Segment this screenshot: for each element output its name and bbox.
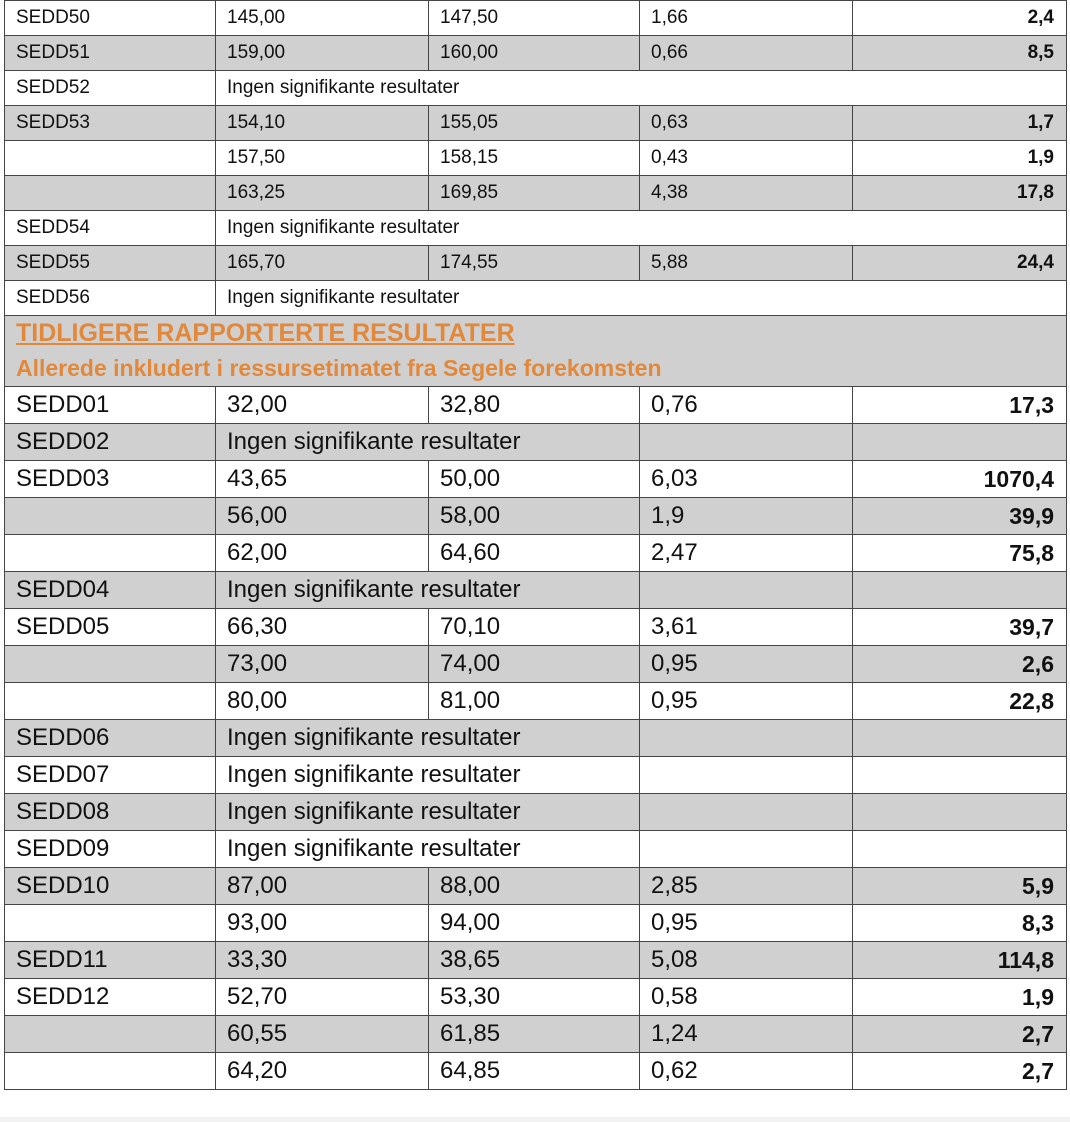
table-row [5,572,1067,609]
length-cell: 0,95 [640,905,853,942]
grade-value-cell: 75,8 [853,535,1067,572]
to-depth-cell: 32,80 [429,387,640,424]
from-depth-cell: 64,20 [216,1053,429,1090]
grade-value-cell: 2,6 [853,646,1067,683]
empty-cell [640,794,853,831]
empty-cell [640,572,853,609]
empty-cell [853,794,1067,831]
hole-id-cell: SEDD51 [5,36,216,71]
grade-value-cell: 8,5 [853,36,1067,71]
table-row [5,461,1067,498]
empty-cell [853,831,1067,868]
table-row [5,757,1067,794]
from-depth-cell: 87,00 [216,868,429,905]
length-cell: 0,95 [640,646,853,683]
from-depth-cell: 154,10 [216,106,429,141]
from-depth-cell: 145,00 [216,1,429,36]
from-depth-cell: 56,00 [216,498,429,535]
table-row [5,176,1067,211]
grade-value-cell: 2,4 [853,1,1067,36]
hole-id-cell: SEDD10 [5,868,216,905]
from-depth-cell: 80,00 [216,683,429,720]
length-cell: 0,63 [640,106,853,141]
to-depth-cell: 169,85 [429,176,640,211]
to-depth-cell: 50,00 [429,461,640,498]
hole-id-cell: SEDD56 [5,281,216,316]
hole-id-cell: SEDD54 [5,211,216,246]
grade-value-cell: 17,8 [853,176,1067,211]
from-depth-cell: 60,55 [216,1016,429,1053]
no-results-cell: Ingen signifikante resultater [216,720,640,757]
hole-id-cell [5,535,216,572]
table-row [5,1,1067,36]
table-row [5,1016,1067,1053]
length-cell: 2,47 [640,535,853,572]
empty-cell [853,757,1067,794]
section-header-cell [5,316,1067,387]
hole-id-cell: SEDD07 [5,757,216,794]
empty-cell [640,424,853,461]
no-results-cell: Ingen signifikante resultater [216,572,640,609]
hole-id-cell [5,176,216,211]
empty-cell [640,720,853,757]
to-depth-cell: 174,55 [429,246,640,281]
length-cell: 2,85 [640,868,853,905]
empty-cell [853,424,1067,461]
table-row [5,942,1067,979]
length-cell: 0,76 [640,387,853,424]
from-depth-cell: 33,30 [216,942,429,979]
to-depth-cell: 88,00 [429,868,640,905]
to-depth-cell: 158,15 [429,141,640,176]
table-row [5,905,1067,942]
grade-value-cell: 22,8 [853,683,1067,720]
grade-value-cell: 1,9 [853,141,1067,176]
table-row [5,1053,1067,1090]
table-row [5,535,1067,572]
to-depth-cell: 38,65 [429,942,640,979]
hole-id-cell: SEDD11 [5,942,216,979]
table-row [5,794,1067,831]
hole-id-cell: SEDD12 [5,979,216,1016]
to-depth-cell: 94,00 [429,905,640,942]
from-depth-cell: 93,00 [216,905,429,942]
to-depth-cell: 147,50 [429,1,640,36]
grade-value-cell: 2,7 [853,1016,1067,1053]
from-depth-cell: 43,65 [216,461,429,498]
table-row [5,281,1067,316]
hole-id-cell [5,498,216,535]
table-row [5,646,1067,683]
to-depth-cell: 64,85 [429,1053,640,1090]
no-results-cell: Ingen signifikante resultater [216,794,640,831]
to-depth-cell: 74,00 [429,646,640,683]
from-depth-cell: 62,00 [216,535,429,572]
table-row [5,387,1067,424]
empty-cell [640,757,853,794]
hole-id-cell: SEDD01 [5,387,216,424]
table-row [5,609,1067,646]
table-row [5,831,1067,868]
hole-id-cell [5,683,216,720]
to-depth-cell: 58,00 [429,498,640,535]
grade-value-cell: 39,7 [853,609,1067,646]
length-cell: 0,95 [640,683,853,720]
hole-id-cell: SEDD04 [5,572,216,609]
length-cell: 0,43 [640,141,853,176]
hole-id-cell: SEDD09 [5,831,216,868]
to-depth-cell: 81,00 [429,683,640,720]
hole-id-cell [5,905,216,942]
length-cell: 1,66 [640,1,853,36]
length-cell: 5,08 [640,942,853,979]
from-depth-cell: 159,00 [216,36,429,71]
grade-value-cell: 5,9 [853,868,1067,905]
table-row [5,246,1067,281]
table-row [5,71,1067,106]
to-depth-cell: 61,85 [429,1016,640,1053]
length-cell: 0,66 [640,36,853,71]
from-depth-cell: 165,70 [216,246,429,281]
grade-value-cell: 24,4 [853,246,1067,281]
table-row [5,106,1067,141]
page-bottom-edge [0,1117,1070,1122]
length-cell: 0,62 [640,1053,853,1090]
hole-id-cell: SEDD03 [5,461,216,498]
table-row [5,979,1067,1016]
section-header [5,316,1067,387]
length-cell: 6,03 [640,461,853,498]
grade-value-cell: 114,8 [853,942,1067,979]
hole-id-cell: SEDD02 [5,424,216,461]
no-results-cell: Ingen signifikante resultater [216,281,1067,316]
hole-id-cell [5,141,216,176]
table-row [5,868,1067,905]
length-cell: 4,38 [640,176,853,211]
from-depth-cell: 32,00 [216,387,429,424]
grade-value-cell: 1,7 [853,106,1067,141]
no-results-cell: Ingen signifikante resultater [216,757,640,794]
from-depth-cell: 52,70 [216,979,429,1016]
section-subtitle: Allerede inkludert i ressursetimatet fra Segele forekomsten [16,355,662,381]
from-depth-cell: 157,50 [216,141,429,176]
empty-cell [853,572,1067,609]
to-depth-cell: 64,60 [429,535,640,572]
to-depth-cell: 155,05 [429,106,640,141]
no-results-cell: Ingen signifikante resultater [216,71,1067,106]
no-results-cell: Ingen signifikante resultater [216,211,1067,246]
from-depth-cell: 66,30 [216,609,429,646]
empty-cell [640,831,853,868]
length-cell: 0,58 [640,979,853,1016]
hole-id-cell: SEDD05 [5,609,216,646]
grade-value-cell: 17,3 [853,387,1067,424]
table-body-previous [5,387,1067,1090]
empty-cell [853,720,1067,757]
length-cell: 1,9 [640,498,853,535]
length-cell: 5,88 [640,246,853,281]
no-results-cell: Ingen signifikante resultater [216,424,640,461]
hole-id-cell [5,646,216,683]
table-row [5,141,1067,176]
table-row [5,683,1067,720]
table-body-recent [5,1,1067,316]
no-results-cell: Ingen signifikante resultater [216,831,640,868]
table-row [5,211,1067,246]
grade-value-cell: 8,3 [853,905,1067,942]
table-row [5,498,1067,535]
grade-value-cell: 2,7 [853,1053,1067,1090]
hole-id-cell: SEDD06 [5,720,216,757]
to-depth-cell: 160,00 [429,36,640,71]
table-row [5,424,1067,461]
to-depth-cell: 53,30 [429,979,640,1016]
grade-value-cell: 1070,4 [853,461,1067,498]
grade-value-cell: 1,9 [853,979,1067,1016]
hole-id-cell: SEDD08 [5,794,216,831]
length-cell: 3,61 [640,609,853,646]
to-depth-cell: 70,10 [429,609,640,646]
grade-value-cell: 39,9 [853,498,1067,535]
hole-id-cell: SEDD50 [5,1,216,36]
table-row [5,720,1067,757]
table-row [5,36,1067,71]
section-title: TIDLIGERE RAPPORTERTE RESULTATER [16,319,515,347]
hole-id-cell [5,1016,216,1053]
hole-id-cell [5,1053,216,1090]
results-table [4,0,1067,1090]
hole-id-cell: SEDD55 [5,246,216,281]
length-cell: 1,24 [640,1016,853,1053]
from-depth-cell: 163,25 [216,176,429,211]
from-depth-cell: 73,00 [216,646,429,683]
hole-id-cell: SEDD52 [5,71,216,106]
hole-id-cell: SEDD53 [5,106,216,141]
